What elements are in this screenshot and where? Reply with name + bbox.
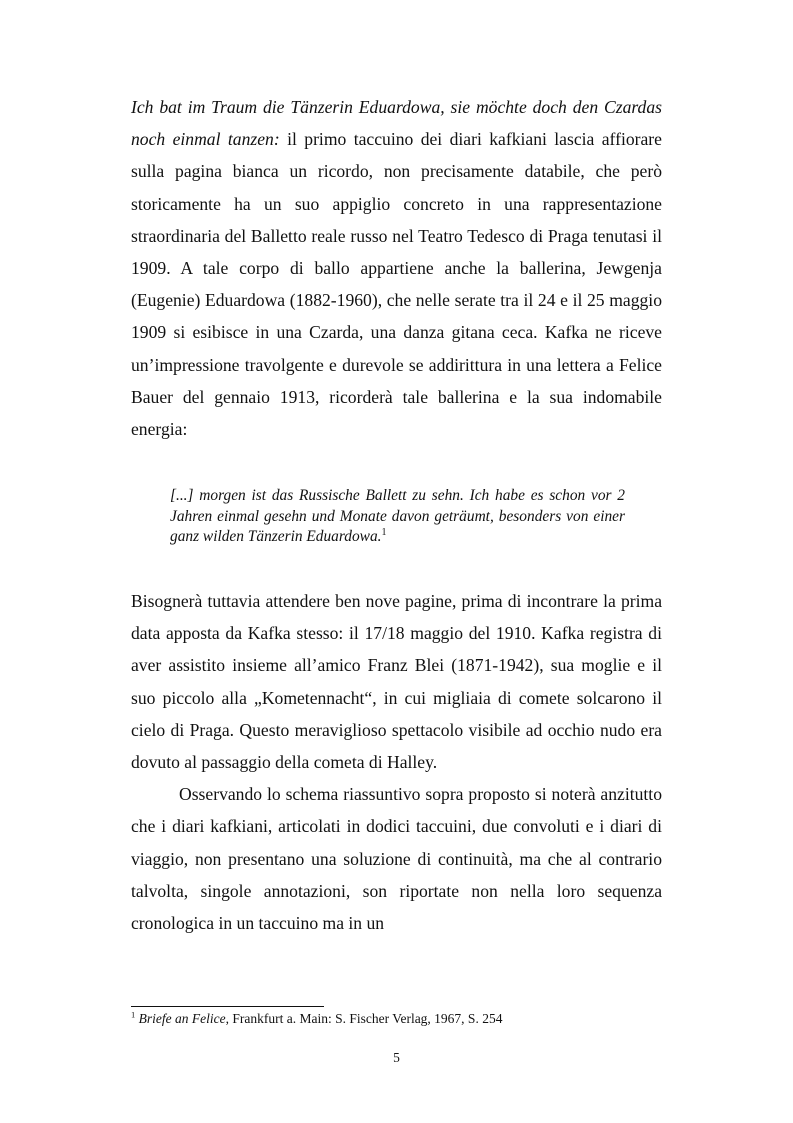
footnote-title: Briefe an Felice [138, 1011, 226, 1026]
footnote [131, 1010, 662, 1028]
paragraph-1 [131, 91, 662, 445]
block-quote [170, 486, 625, 548]
body-text-upper [131, 91, 662, 445]
paragraph-1-text: il primo taccuino dei diari kafkiani lascia affiorare sulla pagina bianca un ricordo, non precisamente databile, che però storicamente ha un suo appiglio concreto in una rappresentazione straordinaria del Balletto reale russo nel Teatro Tedesco di Praga tenutasi il 1909. A tale corpo di ballo appartiene anche la ballerina, Jewgenja (Eugenie) Eduardowa (1882-1960), che nelle serate tra il 24 e il 25 maggio 1909 si esibisce in una Czarda, una danza gitana ceca. Kafka ne riceve un’impressione travolgente e durevole se addirittura in una lettera a Felice Bauer del gennaio 1913, ricorderà tale ballerina e la sua indomabile energia: [131, 129, 662, 440]
block-quote-text [170, 486, 625, 548]
footnote-number: 1 [131, 1009, 136, 1020]
paragraph-2: Bisognerà tuttavia attendere ben nove pagine, prima di incontrare la prima data apposta da Kafka stesso: il 17/18 maggio del 1910. Kafka registra di aver assistito insieme all’amico Franz Blei (1871-1942), sua moglie e il suo piccolo alla „Kometennacht“, in cui migliaia di comete solcarono il cielo di Praga. Questo meraviglioso spettacolo visibile ad occhio nudo era dovuto al passaggio della cometa di Halley. [131, 591, 662, 773]
italic-lead-quote: Ich bat im Traum die Tänzerin Eduardowa, sie möchte doch den Czardas noch einmal tanzen: [131, 97, 662, 150]
footnote-divider [131, 1006, 324, 1007]
body-text-lower [131, 585, 662, 939]
footnote-citation: , Frankfurt a. Main: S. Fischer Verlag, 1967, S. 254 [225, 1011, 503, 1026]
block-quote-body: [...] morgen ist das Russische Ballett zu sehn. Ich habe es schon vor 2 Jahren einmal gesehn und Monate davon geträumt, besonders von einer ganz wilden Tänzerin Eduardowa. [170, 487, 625, 545]
paragraph-3: Osservando lo schema riassuntivo sopra proposto si noterà anzitutto che i diari kafkiani, articolati in dodici taccuini, due convoluti e i diari di viaggio, non presentano una soluzione di continuità, ma che al contrario talvolta, singole annotazioni, son riportate non nella loro sequenza cronologica in un taccuino ma in un [131, 784, 662, 934]
footnote-reference[interactable]: 1 [381, 526, 387, 538]
page-number: 5 [393, 1050, 400, 1065]
